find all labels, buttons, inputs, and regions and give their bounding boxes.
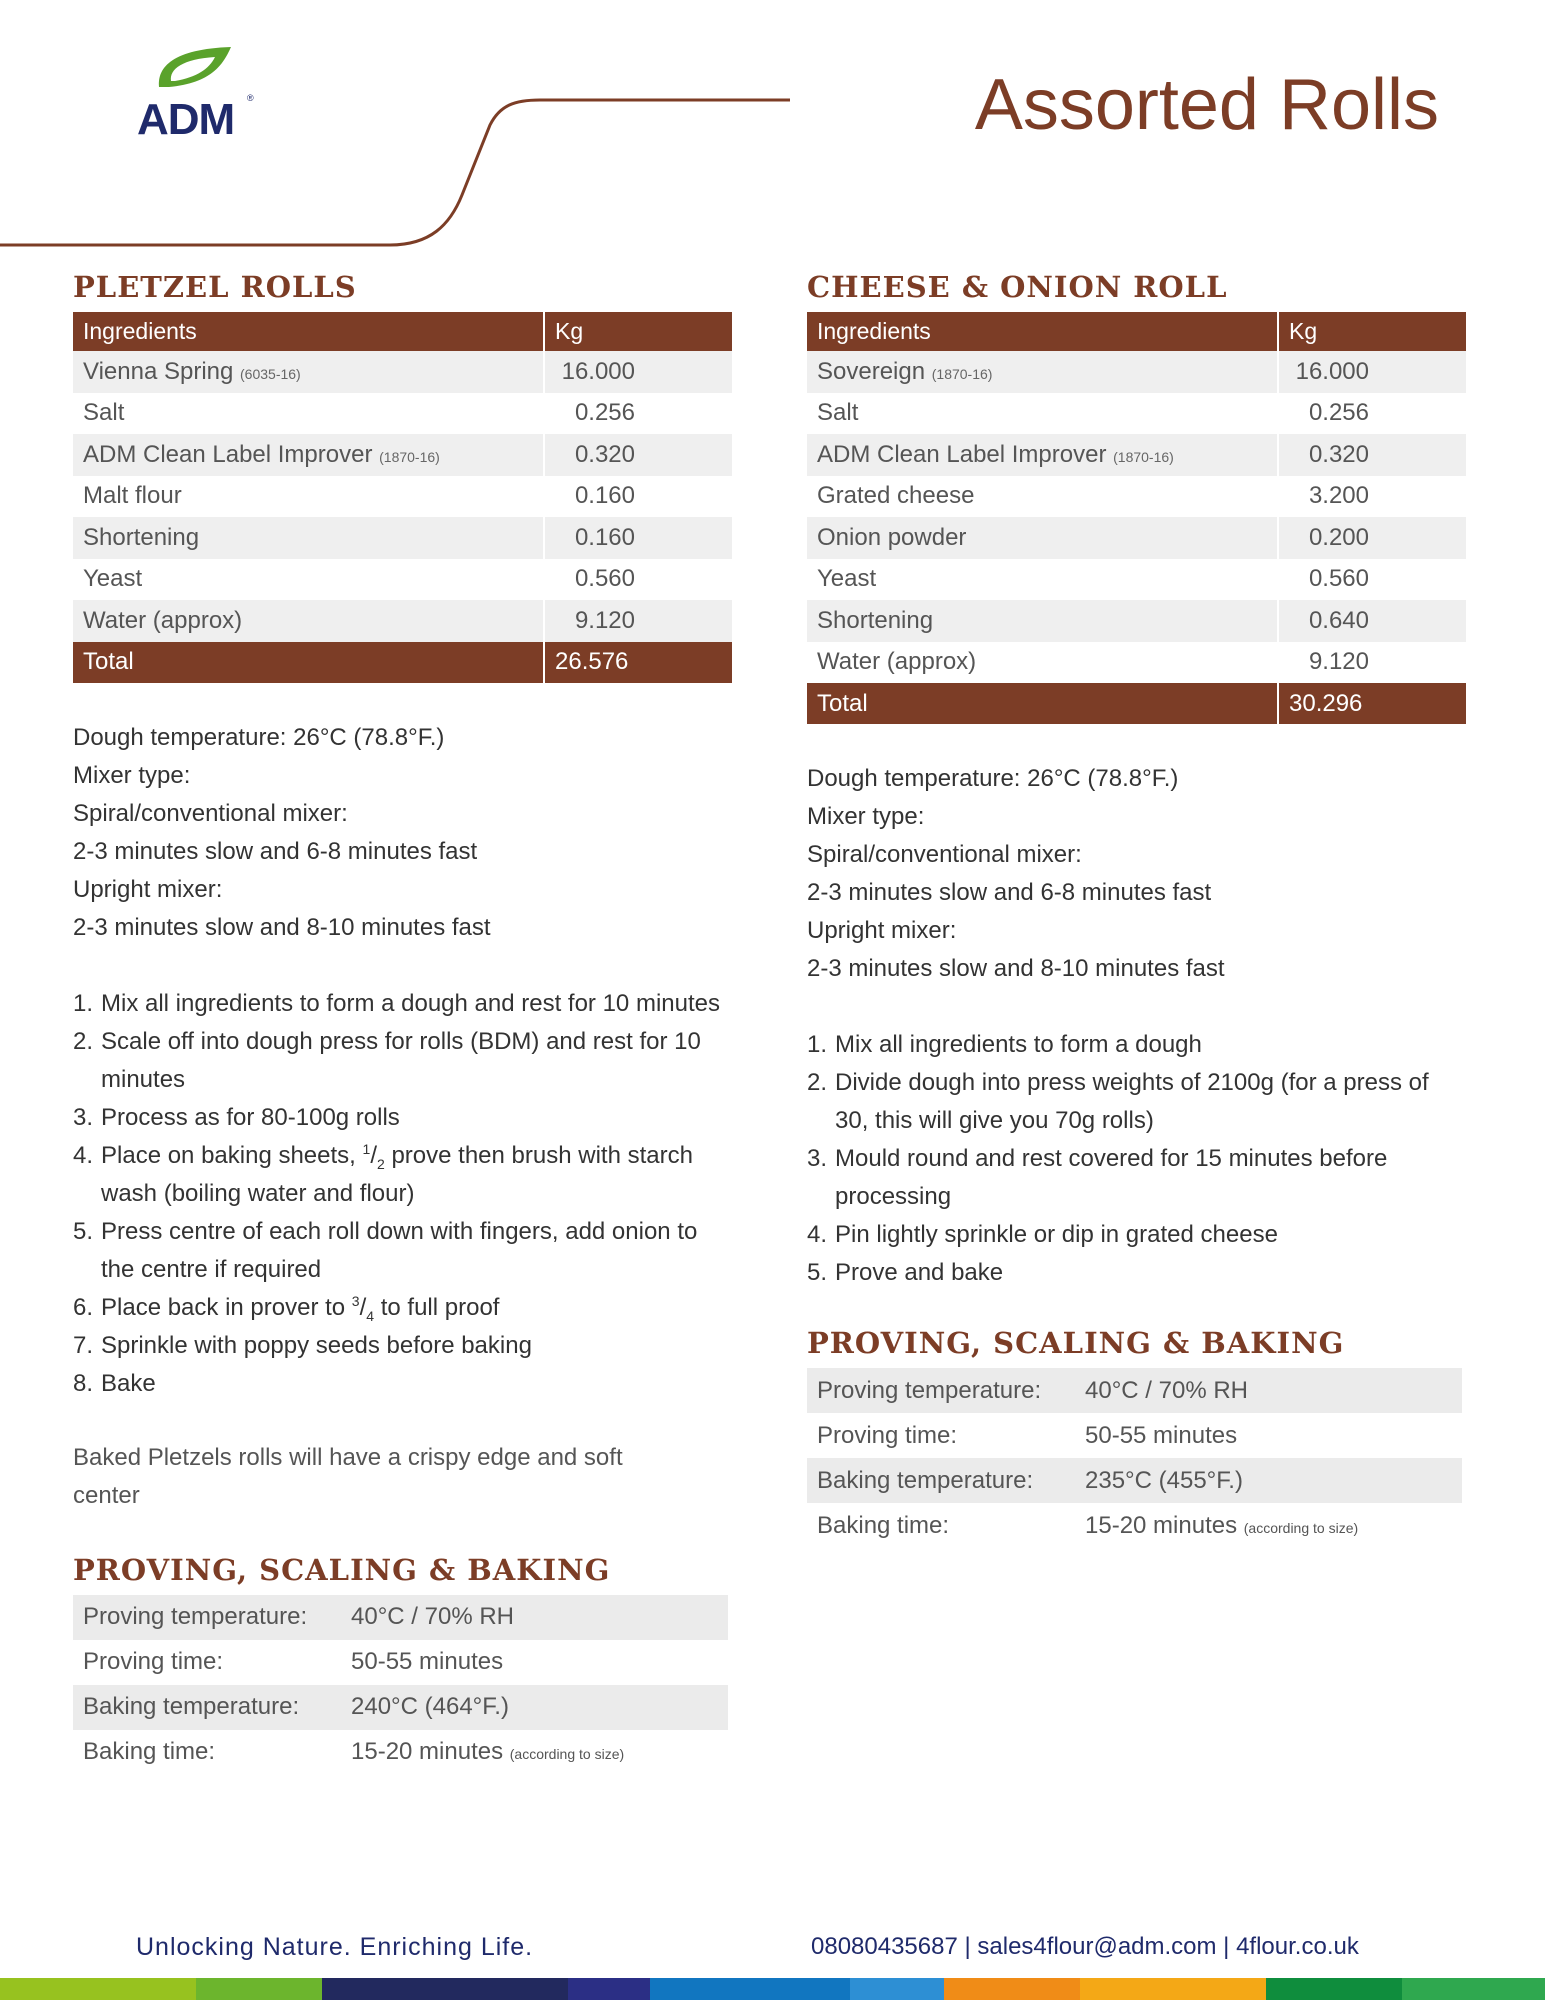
- step-item: 2. Divide dough into press weights of 2100g (for a press of 30, this will give you 70g rolls): [807, 1069, 1429, 1134]
- ingredient-kg: 0.200: [1308, 523, 1369, 551]
- ingredient-name: Water (approx): [817, 648, 977, 676]
- table-row: [73, 393, 733, 435]
- baking-row: [73, 1595, 728, 1640]
- ingredient-kg: 9.120: [1308, 648, 1369, 676]
- ingredient-name: Salt: [817, 399, 859, 427]
- table-row: [73, 559, 733, 601]
- strip-segment: [1266, 1978, 1402, 2000]
- strip-segment: [1402, 1978, 1545, 2000]
- leaf-icon: [153, 45, 233, 95]
- step-item: 5. Press centre of each roll down with fingers, add onion to the centre if required: [73, 1217, 698, 1283]
- baking-label: Baking time:: [83, 1738, 216, 1765]
- table-row: [73, 476, 733, 518]
- total-value: 26.576: [544, 642, 733, 683]
- method-steps: [73, 985, 733, 1403]
- page-title: Assorted Rolls: [974, 65, 1439, 145]
- note-line: 2-3 minutes slow and 6-8 minutes fast: [73, 837, 478, 865]
- baking-row: [807, 1458, 1462, 1503]
- ingredient-kg: 0.256: [1308, 399, 1369, 427]
- baking-note: (according to size): [1243, 1519, 1359, 1536]
- step-item: 3. Mould round and rest covered for 15 minutes before processing: [807, 1145, 1388, 1210]
- baking-value: 50-55 minutes: [351, 1648, 504, 1675]
- note-line: Upright mixer:: [73, 875, 223, 903]
- column-header: Ingredients: [73, 312, 544, 351]
- baking-section-title: PROVING, SCALING & BAKING: [807, 1326, 1345, 1360]
- section-title: PLETZEL ROLLS: [73, 270, 357, 304]
- table-row: [807, 351, 1467, 393]
- ingredient-name: Sovereign: [817, 357, 926, 385]
- baking-value: 40°C / 70% RH: [341, 1595, 728, 1640]
- ingredient-name: Shortening: [817, 606, 934, 634]
- ingredient-name: Vienna Spring: [83, 357, 234, 385]
- baking-value: 240°C (464°F.): [341, 1685, 728, 1730]
- note-line: Mixer type:: [807, 803, 925, 830]
- note-line: Spiral/conventional mixer:: [73, 799, 348, 827]
- step-item: 5. Prove and bake: [807, 1259, 1004, 1286]
- step-item: 1. Mix all ingredients to form a dough: [807, 1031, 1202, 1058]
- baking-value: 15-20 minutes: [351, 1738, 504, 1765]
- baking-label: Proving temperature:: [807, 1368, 1075, 1413]
- ingredient-kg: 0.560: [1308, 565, 1369, 593]
- baking-section-title: PROVING, SCALING & BAKING: [73, 1552, 611, 1587]
- ingredient-code: (6035-16): [240, 365, 301, 382]
- table-row: [807, 434, 1467, 476]
- table-row: [807, 559, 1467, 601]
- strip-segment: [322, 1978, 568, 2000]
- ingredient-name: Grated cheese: [817, 482, 975, 510]
- ingredient-name: ADM Clean Label Improver: [817, 440, 1107, 468]
- table-row: [73, 434, 733, 476]
- fraction-denominator: 2: [376, 1155, 385, 1172]
- ingredient-name: Yeast: [83, 565, 143, 593]
- baking-value: 235°C (455°F.): [1075, 1458, 1462, 1503]
- table-row: [807, 517, 1467, 559]
- closing-note: Baked Pletzels rolls will have a crispy edge and soft center: [73, 1443, 623, 1509]
- footer-color-strip: [0, 1978, 1545, 2000]
- column-header: Kg: [1278, 312, 1467, 351]
- total-row: [73, 642, 733, 683]
- total-label: Total: [807, 683, 1278, 724]
- note-line: 2-3 minutes slow and 8-10 minutes fast: [73, 913, 491, 941]
- table-row: [807, 393, 1467, 435]
- column-header: Ingredients: [807, 312, 1278, 351]
- strip-segment: [568, 1978, 650, 2000]
- baking-row: [73, 1640, 728, 1685]
- baking-label: Proving time:: [817, 1421, 958, 1449]
- table-row: [73, 351, 733, 393]
- baking-value: 40°C / 70% RH: [1075, 1368, 1462, 1413]
- mixing-notes: [807, 760, 1467, 988]
- method-steps: [807, 1026, 1467, 1292]
- ingredient-kg: 3.200: [1308, 482, 1369, 510]
- table-row: [73, 517, 733, 559]
- note-line: Spiral/conventional mixer:: [807, 841, 1082, 868]
- strip-segment: [650, 1978, 850, 2000]
- ingredient-kg: 0.640: [1308, 606, 1369, 634]
- baking-table: [73, 1595, 728, 1775]
- baking-row: [73, 1685, 728, 1730]
- ingredient-name: Salt: [83, 399, 125, 427]
- baking-label: Proving time:: [83, 1648, 224, 1675]
- note-line: Mixer type:: [73, 761, 191, 789]
- footer-contact: 08080435687 | sales4flour@adm.com | 4flour.co.uk: [811, 1933, 1359, 1960]
- note-line: 2-3 minutes slow and 6-8 minutes fast: [807, 879, 1212, 906]
- step-item: 2. Scale off into dough press for rolls (BDM) and rest for 10 minutes: [73, 1027, 701, 1093]
- ingredient-kg: 0.320: [1308, 440, 1369, 468]
- cheese-onion-roll-section: [807, 270, 1467, 1548]
- baking-label: Baking temperature:: [807, 1458, 1075, 1503]
- ingredient-kg: 0.560: [574, 565, 635, 593]
- total-value: 30.296: [1278, 683, 1467, 724]
- fraction-numerator: 3: [351, 1292, 360, 1309]
- ingredient-name: Shortening: [83, 523, 200, 551]
- ingredient-kg: 9.120: [574, 606, 635, 634]
- baking-label: Baking temperature:: [73, 1685, 341, 1730]
- ingredient-code: (1870-16): [379, 448, 440, 465]
- baking-row: [807, 1503, 1462, 1548]
- baking-row: [73, 1730, 728, 1775]
- table-header-row: [73, 312, 733, 351]
- fraction-denominator: 4: [366, 1307, 375, 1324]
- strip-segment: [944, 1978, 1080, 2000]
- step-item: 6. Place back in prover to $^3/_4$ to full proof: [73, 1292, 500, 1324]
- ingredient-kg: 0.320: [574, 440, 635, 468]
- note-line: Upright mixer:: [807, 917, 957, 944]
- ingredients-table: [73, 312, 734, 683]
- baking-table: [807, 1368, 1462, 1548]
- baking-row: [807, 1368, 1462, 1413]
- strip-segment: [850, 1978, 944, 2000]
- table-row: [807, 642, 1467, 684]
- ingredient-kg: 16.000: [1295, 357, 1369, 385]
- logo-text: ADM: [137, 95, 235, 144]
- total-row: [807, 683, 1467, 724]
- table-header-row: [807, 312, 1467, 351]
- step-item: 4. Place on baking sheets, $^1/_2$ prove then brush with starch wash (boiling water and flour): [73, 1140, 693, 1207]
- ingredient-code: (1870-16): [1113, 448, 1174, 465]
- ingredient-kg: 0.160: [574, 523, 635, 551]
- note-line: 2-3 minutes slow and 8-10 minutes fast: [807, 955, 1225, 982]
- ingredient-kg: 0.256: [574, 399, 635, 427]
- footer-tagline: Unlocking Nature. Enriching Life.: [136, 1933, 534, 1961]
- table-row: [807, 600, 1467, 642]
- baking-value: 50-55 minutes: [1085, 1421, 1238, 1449]
- note-line: Dough temperature: 26°C (78.8°F.): [73, 723, 445, 751]
- header-swoosh: [0, 95, 800, 255]
- table-row: [73, 600, 733, 642]
- step-item: 3. Process as for 80-100g rolls: [73, 1103, 400, 1131]
- baking-label: Baking time:: [817, 1511, 950, 1539]
- section-title: CHEESE & ONION ROLL: [807, 270, 1228, 304]
- note-line: Dough temperature: 26°C (78.8°F.): [807, 765, 1179, 792]
- logo-registered-mark: ®: [247, 93, 254, 103]
- mixing-notes: [73, 719, 733, 947]
- table-row: [807, 476, 1467, 518]
- ingredient-name: ADM Clean Label Improver: [83, 440, 373, 468]
- ingredient-name: Onion powder: [817, 523, 967, 551]
- baking-value: 15-20 minutes: [1085, 1511, 1238, 1539]
- ingredient-code: (1870-16): [931, 365, 993, 382]
- strip-segment: [196, 1978, 322, 2000]
- step-item: 1. Mix all ingredients to form a dough and rest for 10 minutes: [73, 989, 720, 1017]
- ingredient-kg: 16.000: [561, 357, 635, 385]
- step-item: 8. Bake: [73, 1369, 156, 1397]
- ingredient-name: Yeast: [817, 565, 877, 593]
- ingredient-kg: 0.160: [574, 482, 635, 510]
- strip-segment: [1080, 1978, 1266, 2000]
- baking-note: (according to size): [509, 1746, 625, 1762]
- step-item: 4. Pin lightly sprinkle or dip in grated cheese: [807, 1221, 1278, 1248]
- pletzel-rolls-section: [73, 270, 733, 1775]
- step-item: 7. Sprinkle with poppy seeds before baking: [73, 1331, 532, 1359]
- total-label: Total: [73, 642, 544, 683]
- baking-label: Proving temperature:: [73, 1595, 341, 1640]
- ingredients-table: [807, 312, 1468, 724]
- column-header: Kg: [544, 312, 733, 351]
- strip-segment: [0, 1978, 196, 2000]
- ingredient-name: Malt flour: [83, 482, 182, 510]
- fraction-numerator: 1: [362, 1140, 371, 1157]
- ingredient-name: Water (approx): [83, 606, 243, 634]
- baking-row: [807, 1413, 1462, 1458]
